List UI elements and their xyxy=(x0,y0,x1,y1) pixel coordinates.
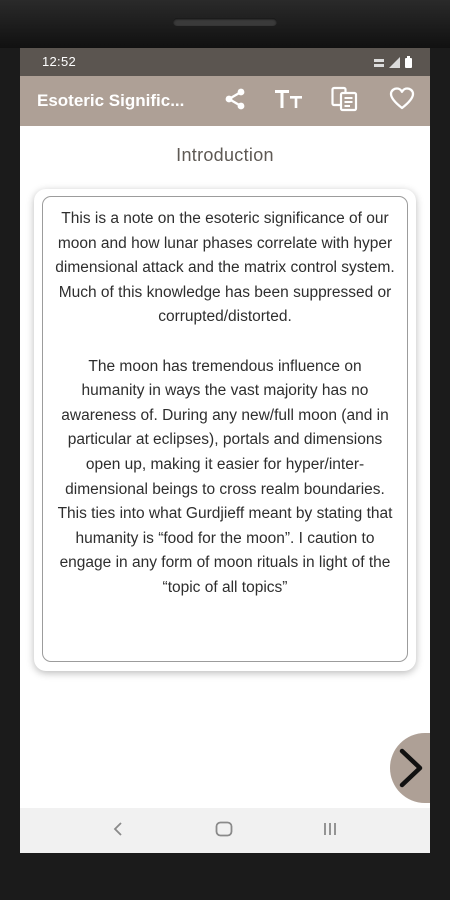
chevron-right-icon xyxy=(396,746,426,795)
recents-button[interactable] xyxy=(315,818,345,844)
status-bar xyxy=(20,48,430,76)
text-size-icon xyxy=(274,87,304,116)
back-button[interactable] xyxy=(103,818,133,844)
home-icon xyxy=(215,821,233,842)
status-icons xyxy=(374,55,412,73)
cell-signal-icon xyxy=(389,55,400,73)
share-button[interactable] xyxy=(220,86,250,116)
copy-button[interactable] xyxy=(330,86,360,116)
section-title: Introduction xyxy=(176,145,274,165)
back-icon xyxy=(111,821,125,842)
recents-icon xyxy=(321,821,339,842)
home-button[interactable] xyxy=(209,818,239,844)
note-paragraph: This is a note on the esoteric significance of our moon and how lunar phases correlate with hyper dimensional attack and the matrix control system. Much of this knowledge has been suppressed or corrupted/distorted. xyxy=(55,210,395,326)
app-screen xyxy=(20,48,430,853)
app-bar xyxy=(20,76,430,126)
app-title: Esoteric Signific... xyxy=(37,91,185,110)
phone-bezel-top xyxy=(0,0,450,48)
text-size-button[interactable] xyxy=(274,86,304,116)
earpiece-speaker xyxy=(173,18,277,26)
status-time: 12:52 xyxy=(42,54,77,69)
note-paragraph: The moon has tremendous influence on humanity in ways the vast majority has no awareness of. During any new/full moon (and in particular at eclipses), portals and dimensions open up, making it easier for hyper/inter-dimensional beings to cross realm boundaries. This ties into what Gurdjieff meant by stating that humanity is “food for the moon”. I caution to engage in any form of moon rituals in light of the “topic of all topics” xyxy=(57,357,393,596)
copy-icon xyxy=(331,86,359,117)
battery-icon xyxy=(405,55,412,73)
favorite-button[interactable] xyxy=(387,86,417,116)
data-signal-icon xyxy=(374,55,384,73)
note-card xyxy=(42,196,408,662)
next-page-button[interactable] xyxy=(390,733,430,803)
favorite-heart-icon xyxy=(389,87,415,116)
share-icon xyxy=(223,87,247,116)
system-navigation-bar xyxy=(20,808,430,853)
